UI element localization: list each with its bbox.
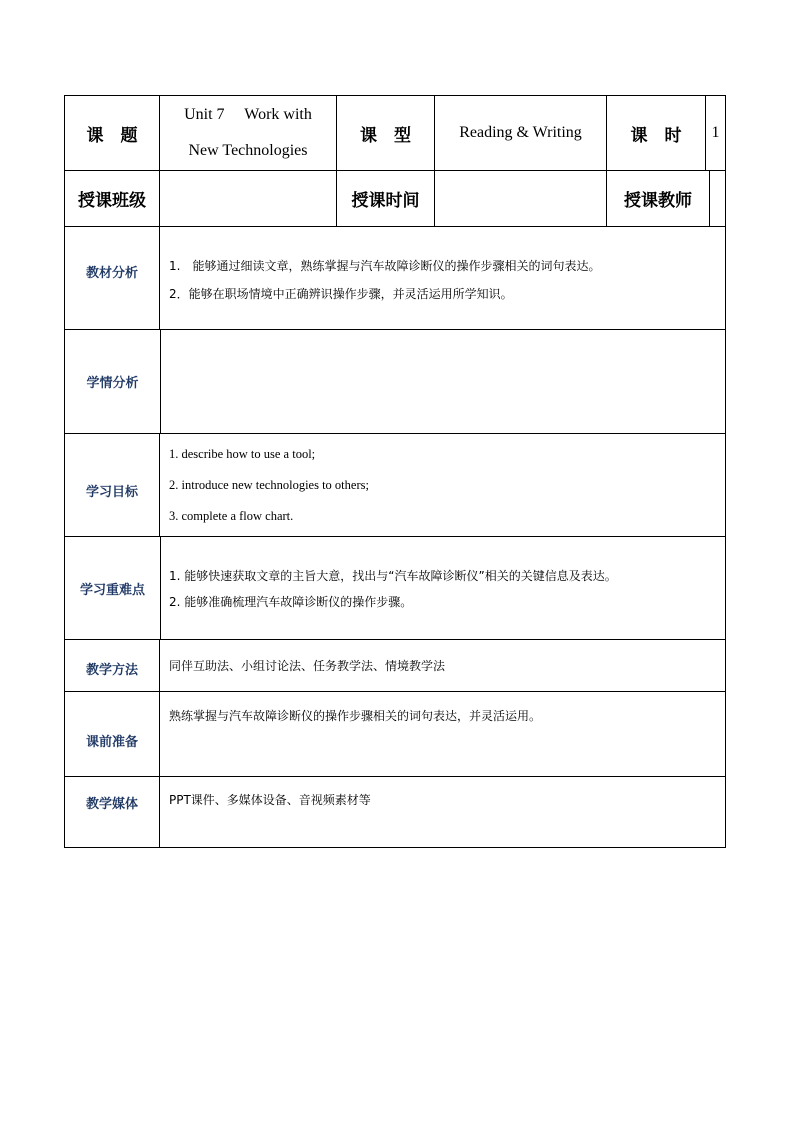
material-line-2: 2．能够在职场情境中正确辨识操作步骤，并灵活运用所学知识。 (169, 287, 513, 301)
objectives-label: 学习目标 (85, 484, 138, 500)
hours-value: 1 (711, 124, 720, 141)
type-value: Reading & Writing (459, 124, 582, 141)
topic-label: 课 题 (86, 125, 138, 146)
students-content[interactable] (161, 330, 725, 433)
topic-value-line2: New Technologies (188, 142, 308, 159)
row-learning-objectives (64, 434, 726, 537)
objective-3: 3. complete a flow chart. (169, 509, 294, 523)
time-value[interactable] (435, 171, 606, 226)
methods-text: 同伴互助法、小组讨论法、任务教学法、情境教学法 (169, 659, 446, 673)
row-key-points (64, 537, 726, 640)
students-label: 学情分析 (86, 376, 139, 391)
keypoints-label: 学习重难点 (79, 582, 145, 598)
teacher-label: 授课教师 (624, 191, 692, 211)
methods-label: 教学方法 (85, 663, 138, 678)
material-line-1: 1. 能够通过细读文章，熟练掌握与汽车故障诊断仪的操作步骤相关的词句表达。 (169, 259, 601, 273)
type-label: 课 型 (360, 125, 411, 146)
topic-value-line1: Unit 7 Work with (184, 106, 312, 123)
row-preparation (64, 692, 726, 777)
hours-label: 课 时 (630, 125, 682, 146)
media-text: PPT课件、多媒体设备、音视频素材等 (169, 793, 371, 807)
header-grid (64, 95, 726, 227)
class-value[interactable] (160, 171, 336, 226)
row-teaching-methods (64, 640, 726, 692)
material-label: 教材分析 (85, 265, 138, 281)
row-student-analysis (64, 330, 726, 434)
keypoint-2: 2. 能够准确梳理汽车故障诊断仪的操作步骤。 (169, 595, 413, 609)
objective-2: 2. introduce new technologies to others; (169, 478, 369, 492)
objective-1: 1. describe how to use a tool; (169, 447, 316, 461)
preparation-text: 熟练掌握与汽车故障诊断仪的操作步骤相关的词句表达，并灵活运用。 (169, 709, 542, 723)
row-teaching-media (64, 777, 726, 848)
row-material-analysis (64, 227, 726, 330)
media-label: 教学媒体 (85, 796, 138, 812)
topic-value (160, 96, 336, 170)
class-label: 授课班级 (78, 191, 146, 211)
teacher-value[interactable] (710, 171, 725, 226)
preparation-label: 课前准备 (85, 734, 138, 750)
keypoint-1: 1. 能够快速获取文章的主旨大意，找出与“汽车故障诊断仪”相关的关键信息及表达。 (169, 569, 617, 583)
time-label: 授课时间 (351, 191, 420, 211)
